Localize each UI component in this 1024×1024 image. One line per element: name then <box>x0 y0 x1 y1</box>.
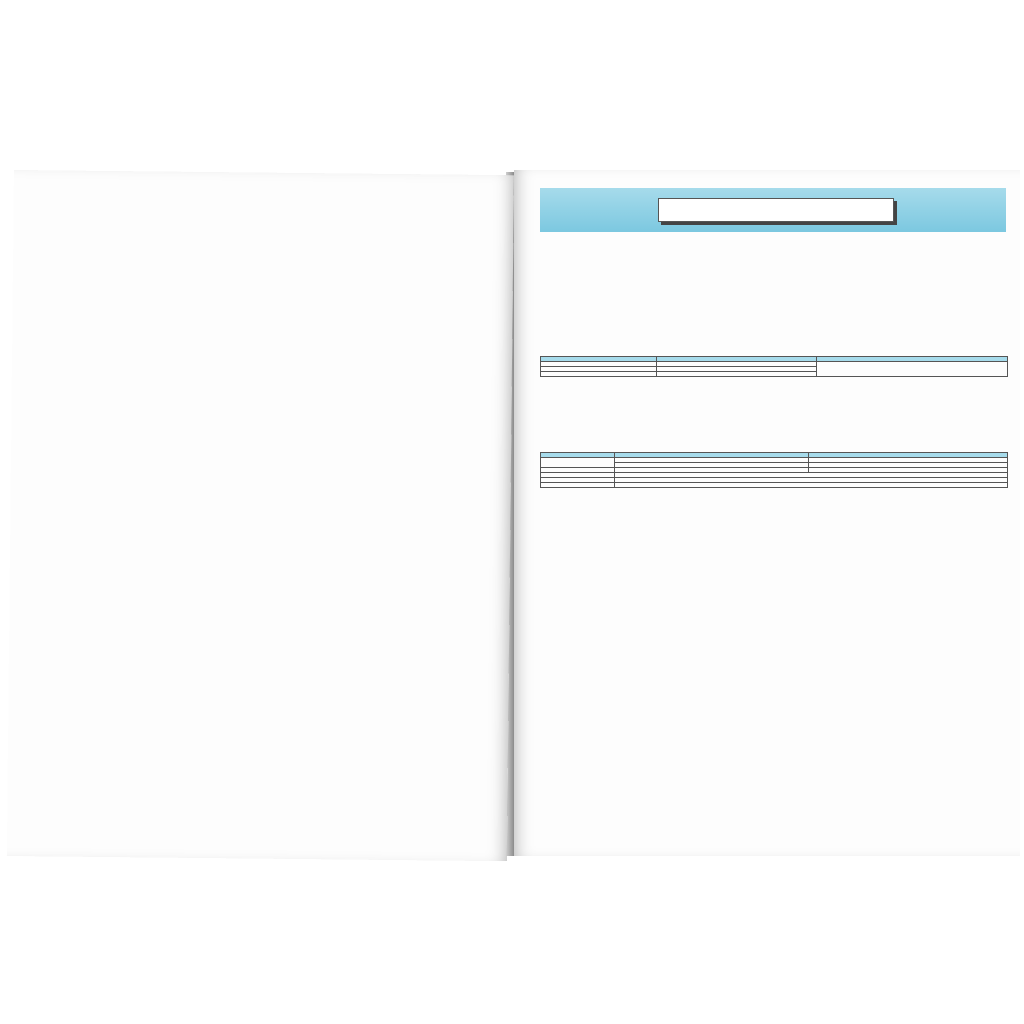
table-cell <box>541 372 657 377</box>
table-cell <box>657 372 817 377</box>
table-cell-note <box>817 362 1008 377</box>
contents-column-1 <box>28 190 256 192</box>
page-title <box>658 198 894 222</box>
question-breakdown-table <box>540 452 1008 488</box>
table-cell <box>615 483 1008 488</box>
contents-page <box>7 170 514 861</box>
contents-column-2 <box>270 193 498 195</box>
table-cell <box>541 458 615 468</box>
table-cell <box>541 483 615 488</box>
assessment-page <box>514 170 1020 856</box>
title-banner <box>540 188 1006 232</box>
exam-info-table <box>540 356 1008 377</box>
